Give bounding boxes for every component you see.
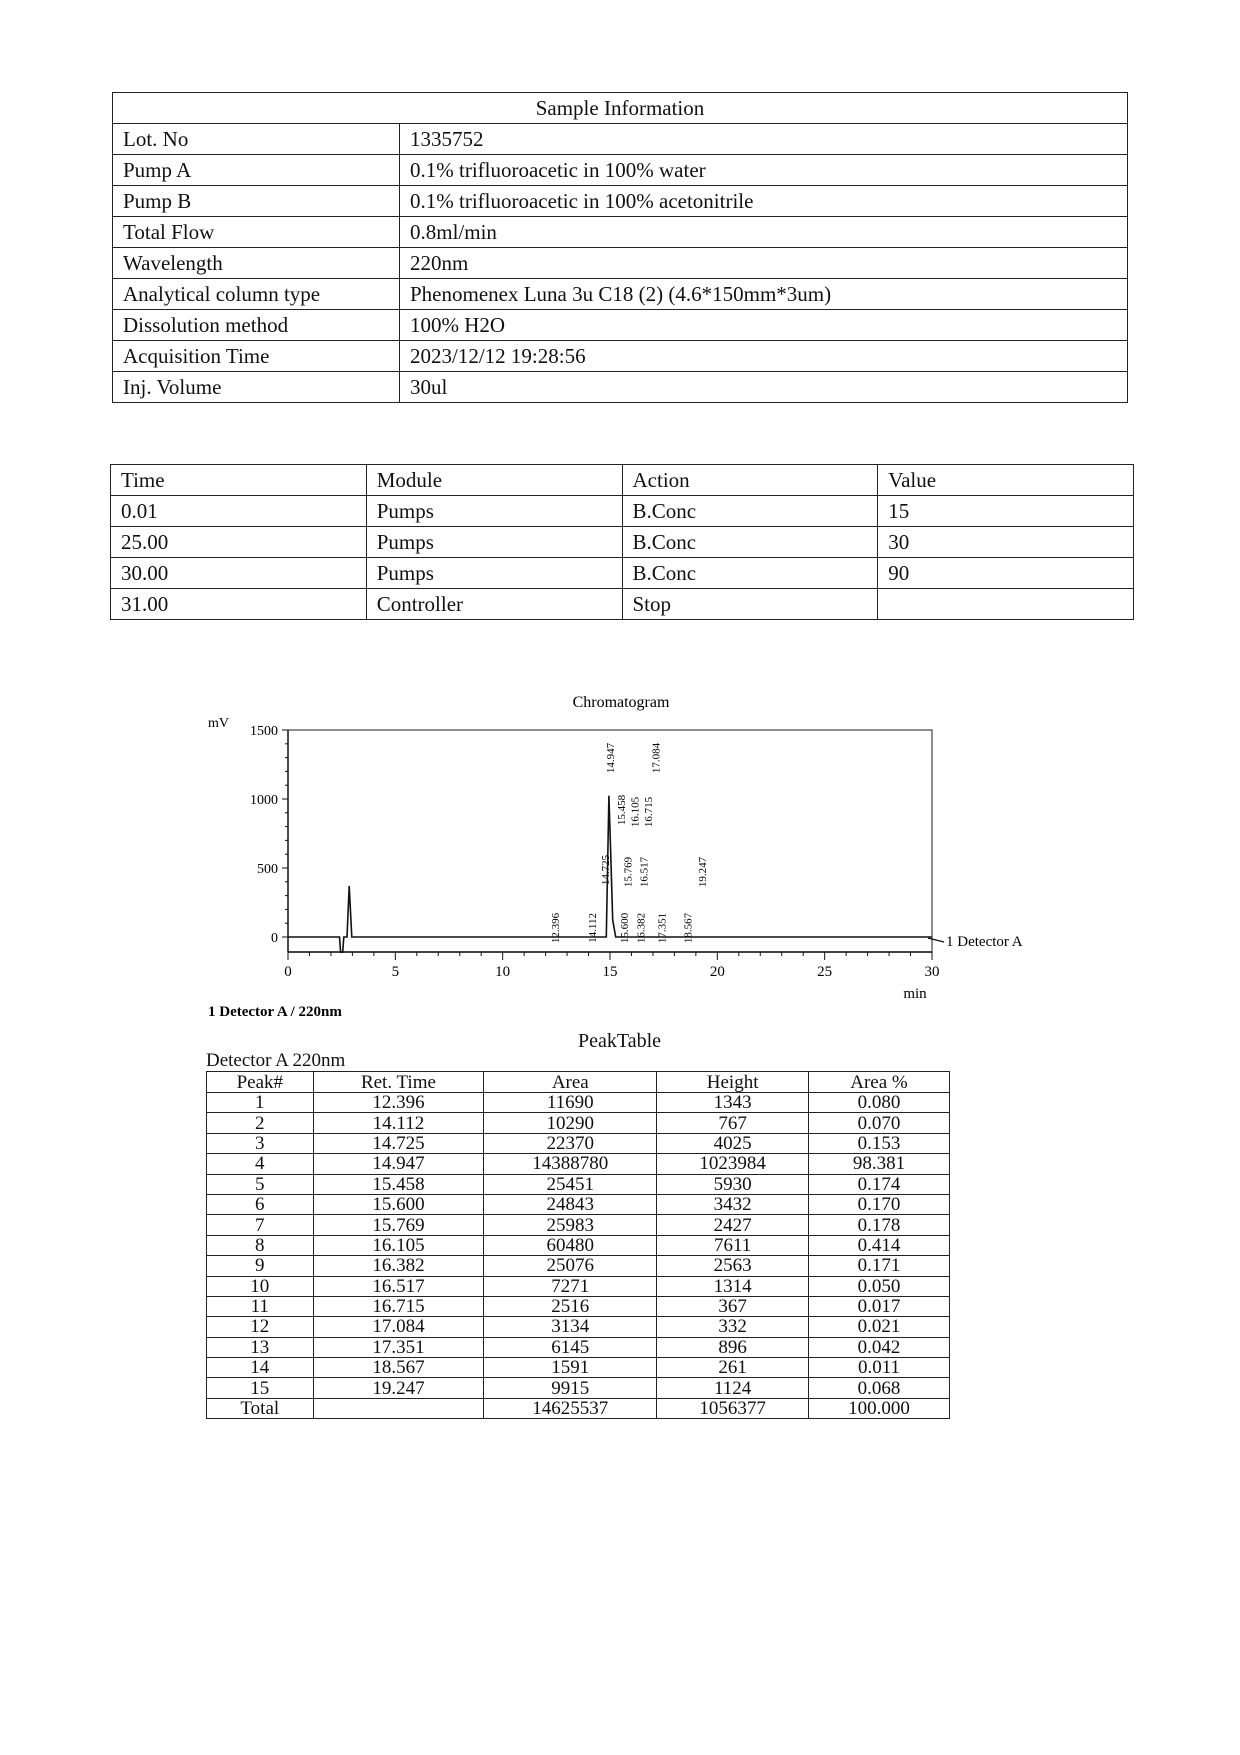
peak-table-cell: 0.153 <box>808 1133 949 1153</box>
peak-table-cell: 2516 <box>484 1296 657 1316</box>
peak-table-cell: 3134 <box>484 1317 657 1337</box>
peak-table-cell: 0.017 <box>808 1296 949 1316</box>
peak-table-cell: 1343 <box>657 1093 809 1113</box>
x-tick-label: 20 <box>709 964 725 980</box>
peak-table-row <box>207 1154 950 1174</box>
sample-info-title-row <box>113 93 1128 124</box>
sample-info-row <box>113 124 1128 155</box>
peak-table-cell: 0.011 <box>808 1358 949 1378</box>
peak-table-cell: 767 <box>657 1113 809 1133</box>
series-leader-line <box>928 938 944 942</box>
peak-table-row <box>207 1256 950 1276</box>
sample-info-label: Wavelength <box>113 248 400 279</box>
peak-table-cell: 3 <box>207 1133 314 1153</box>
peak-table-cell: 2 <box>207 1113 314 1133</box>
peak-table-cell: 24843 <box>484 1194 657 1214</box>
gradient-header-cell: Time <box>111 465 367 496</box>
peak-table-cell: 10290 <box>484 1113 657 1133</box>
peak-table-row <box>207 1235 950 1255</box>
peak-table-cell: 14 <box>207 1358 314 1378</box>
peak-table-cell: 1591 <box>484 1358 657 1378</box>
chart-legend: 1 Detector A / 220nm <box>208 1004 342 1020</box>
peak-table-row <box>207 1113 950 1133</box>
peak-table <box>206 1071 950 1419</box>
gradient-row <box>111 527 1134 558</box>
x-tick-label: 30 <box>924 964 940 980</box>
gradient-cell: 30 <box>878 527 1134 558</box>
gradient-cell: B.Conc <box>622 527 878 558</box>
peak-label: 15.600 <box>618 912 631 944</box>
chromatogram-chart <box>0 680 1240 1020</box>
peak-label: 17.351 <box>656 912 669 944</box>
peak-label: 16.105 <box>629 796 642 828</box>
gradient-row <box>111 496 1134 527</box>
peak-labels <box>550 742 709 943</box>
gradient-cell: Controller <box>366 589 622 620</box>
peak-table-cell: 0.174 <box>808 1174 949 1194</box>
peak-table-cell: 1023984 <box>657 1154 809 1174</box>
peak-table-cell: 2563 <box>657 1256 809 1276</box>
x-tick-label: 25 <box>817 964 833 980</box>
y-tick-label: 1000 <box>250 793 278 808</box>
sample-info-label: Analytical column type <box>113 279 400 310</box>
x-tick-label: 10 <box>495 964 511 980</box>
peak-table-cell: 367 <box>657 1296 809 1316</box>
peak-label: 14.947 <box>604 742 617 774</box>
peak-table-cell: 8 <box>207 1235 314 1255</box>
x-tick-label: 15 <box>602 964 618 980</box>
peak-table-cell: 14.112 <box>313 1113 484 1133</box>
peak-table-row <box>207 1194 950 1214</box>
peak-table-cell: 5930 <box>657 1174 809 1194</box>
sample-info-row <box>113 341 1128 372</box>
x-axis-label: min <box>903 986 927 1002</box>
peak-table-cell: 17.084 <box>313 1317 484 1337</box>
gradient-cell: Pumps <box>366 496 622 527</box>
peak-table-cell: 0.178 <box>808 1215 949 1235</box>
sample-info-row <box>113 186 1128 217</box>
peak-table-cell: 261 <box>657 1358 809 1378</box>
sample-info-value: Phenomenex Luna 3u C18 (2) (4.6*150mm*3um) <box>400 279 1128 310</box>
gradient-header-cell: Value <box>878 465 1134 496</box>
gradient-cell <box>878 589 1134 620</box>
peak-table-header-row <box>207 1072 950 1093</box>
peak-table-cell: 0.042 <box>808 1337 949 1357</box>
peak-label: 17.084 <box>650 742 663 774</box>
sample-info-label: Lot. No <box>113 124 400 155</box>
peak-table-cell: 2427 <box>657 1215 809 1235</box>
sample-info-value: 0.1% trifluoroacetic in 100% water <box>400 155 1128 186</box>
y-tick-label: 1500 <box>250 724 278 739</box>
peak-table-cell: 0.070 <box>808 1113 949 1133</box>
peak-table-cell: 15.769 <box>313 1215 484 1235</box>
peak-table-total-cell: 100.000 <box>808 1398 949 1418</box>
peak-table-cell: 16.382 <box>313 1256 484 1276</box>
gradient-header-cell: Action <box>622 465 878 496</box>
gradient-header-cell: Module <box>366 465 622 496</box>
peak-table-cell: 19.247 <box>313 1378 484 1398</box>
peak-table-total-row <box>207 1398 950 1418</box>
gradient-cell: 90 <box>878 558 1134 589</box>
x-tick-label: 0 <box>284 964 292 980</box>
peak-table-cell: 25451 <box>484 1174 657 1194</box>
sample-info-row <box>113 279 1128 310</box>
peak-label: 15.769 <box>622 856 635 888</box>
peak-table-header-cell: Peak# <box>207 1072 314 1093</box>
sample-info-value: 0.1% trifluoroacetic in 100% acetonitrile <box>400 186 1128 217</box>
peak-table-cell: 7611 <box>657 1235 809 1255</box>
peak-label: 14.112 <box>586 913 599 943</box>
peak-table-cell: 15.600 <box>313 1194 484 1214</box>
peak-label: 15.458 <box>615 794 628 826</box>
peak-table-header-cell: Area <box>484 1072 657 1093</box>
peak-table-cell: 98.381 <box>808 1154 949 1174</box>
sample-info-row <box>113 310 1128 341</box>
y-tick-label: 500 <box>257 862 278 877</box>
gradient-cell: 30.00 <box>111 558 367 589</box>
peak-table-total-cell: 14625537 <box>484 1398 657 1418</box>
peak-table-cell: 0.050 <box>808 1276 949 1296</box>
gradient-cell: Stop <box>622 589 878 620</box>
peak-table-cell: 1314 <box>657 1276 809 1296</box>
peak-label: 16.382 <box>635 912 648 944</box>
sample-info-row <box>113 248 1128 279</box>
peak-table-row <box>207 1358 950 1378</box>
peak-table-cell: 25983 <box>484 1215 657 1235</box>
peak-label: 16.517 <box>638 856 651 888</box>
peak-table-cell: 11 <box>207 1296 314 1316</box>
sample-info-label: Total Flow <box>113 217 400 248</box>
gradient-cell: B.Conc <box>622 496 878 527</box>
peak-table-cell: 15.458 <box>313 1174 484 1194</box>
peak-table-row <box>207 1174 950 1194</box>
peak-table-row <box>207 1378 950 1398</box>
peak-table-cell: 4 <box>207 1154 314 1174</box>
peak-table-row <box>207 1133 950 1153</box>
peak-table-cell: 18.567 <box>313 1358 484 1378</box>
sample-info-table <box>112 92 1128 403</box>
sample-info-row <box>113 372 1128 403</box>
gradient-header-row <box>111 465 1134 496</box>
peak-table-cell: 11690 <box>484 1093 657 1113</box>
peak-table-cell: 1 <box>207 1093 314 1113</box>
peak-table-header-cell: Height <box>657 1072 809 1093</box>
gradient-row <box>111 589 1134 620</box>
peak-table-row <box>207 1296 950 1316</box>
peak-table-row <box>207 1317 950 1337</box>
peak-table-cell: 14.947 <box>313 1154 484 1174</box>
gradient-cell: Pumps <box>366 558 622 589</box>
peak-table-cell: 5 <box>207 1174 314 1194</box>
peak-table-cell: 15 <box>207 1378 314 1398</box>
peak-table-cell: 7271 <box>484 1276 657 1296</box>
peak-table-cell: 7 <box>207 1215 314 1235</box>
x-tick-label: 5 <box>391 964 400 980</box>
gradient-cell: 25.00 <box>111 527 367 558</box>
gradient-cell: B.Conc <box>622 558 878 589</box>
peak-table-cell: 16.517 <box>313 1276 484 1296</box>
y-tick-label: 0 <box>271 931 278 946</box>
peak-table-row <box>207 1093 950 1113</box>
peak-table-cell: 3432 <box>657 1194 809 1214</box>
peak-table-cell: 6 <box>207 1194 314 1214</box>
peak-table-total-cell <box>313 1398 484 1418</box>
peak-table-cell: 0.080 <box>808 1093 949 1113</box>
sample-info-value: 0.8ml/min <box>400 217 1128 248</box>
peak-table-cell: 0.021 <box>808 1317 949 1337</box>
peak-label: 16.715 <box>642 796 655 828</box>
peak-table-caption: PeakTable <box>578 1030 662 1052</box>
peak-table-cell: 16.105 <box>313 1235 484 1255</box>
gradient-table <box>110 464 1134 620</box>
peak-table-cell: 6145 <box>484 1337 657 1357</box>
peak-label: 18.567 <box>682 912 695 944</box>
sample-info-label: Pump A <box>113 155 400 186</box>
peak-table-cell: 10 <box>207 1276 314 1296</box>
sample-info-label: Pump B <box>113 186 400 217</box>
peak-label: 19.247 <box>697 856 710 888</box>
peak-table-header-cell: Ret. Time <box>313 1072 484 1093</box>
peak-label: 12.396 <box>550 912 563 944</box>
sample-info-value: 1335752 <box>400 124 1128 155</box>
sample-info-row <box>113 155 1128 186</box>
sample-info-row <box>113 217 1128 248</box>
peak-label: 14.725 <box>600 854 613 886</box>
peak-table-cell: 0.171 <box>808 1256 949 1276</box>
gradient-row <box>111 558 1134 589</box>
peak-table-cell: 16.715 <box>313 1296 484 1316</box>
peak-table-cell: 9915 <box>484 1378 657 1398</box>
peak-table-cell: 25076 <box>484 1256 657 1276</box>
sample-info-title: Sample Information <box>113 93 1128 124</box>
y-axis-label: mV <box>208 716 229 731</box>
peak-table-row <box>207 1276 950 1296</box>
peak-table-header-cell: Area % <box>808 1072 949 1093</box>
peak-table-cell: 0.170 <box>808 1194 949 1214</box>
chart-title: Chromatogram <box>572 694 670 711</box>
peak-table-cell: 0.068 <box>808 1378 949 1398</box>
gradient-cell: 0.01 <box>111 496 367 527</box>
peak-table-cell: 9 <box>207 1256 314 1276</box>
gradient-cell: Pumps <box>366 527 622 558</box>
sample-info-label: Inj. Volume <box>113 372 400 403</box>
peak-table-row <box>207 1337 950 1357</box>
peak-table-subtitle: Detector A 220nm <box>206 1050 346 1071</box>
peak-table-cell: 14388780 <box>484 1154 657 1174</box>
gradient-cell: 31.00 <box>111 589 367 620</box>
peak-table-cell: 0.414 <box>808 1235 949 1255</box>
peak-table-cell: 4025 <box>657 1133 809 1153</box>
peak-table-cell: 12 <box>207 1317 314 1337</box>
sample-info-value: 2023/12/12 19:28:56 <box>400 341 1128 372</box>
peak-table-cell: 60480 <box>484 1235 657 1255</box>
peak-table-row <box>207 1215 950 1235</box>
peak-table-cell: 896 <box>657 1337 809 1357</box>
series-label: 1 Detector A <box>946 934 1023 950</box>
peak-table-total-cell: Total <box>207 1398 314 1418</box>
peak-table-cell: 332 <box>657 1317 809 1337</box>
sample-info-label: Dissolution method <box>113 310 400 341</box>
peak-table-cell: 1124 <box>657 1378 809 1398</box>
peak-table-total-cell: 1056377 <box>657 1398 809 1418</box>
sample-info-value: 100% H2O <box>400 310 1128 341</box>
sample-info-label: Acquisition Time <box>113 341 400 372</box>
peak-table-cell: 12.396 <box>313 1093 484 1113</box>
gradient-cell: 15 <box>878 496 1134 527</box>
peak-table-cell: 13 <box>207 1337 314 1357</box>
peak-table-cell: 17.351 <box>313 1337 484 1357</box>
peak-table-cell: 22370 <box>484 1133 657 1153</box>
sample-info-value: 220nm <box>400 248 1128 279</box>
peak-table-cell: 14.725 <box>313 1133 484 1153</box>
sample-info-value: 30ul <box>400 372 1128 403</box>
